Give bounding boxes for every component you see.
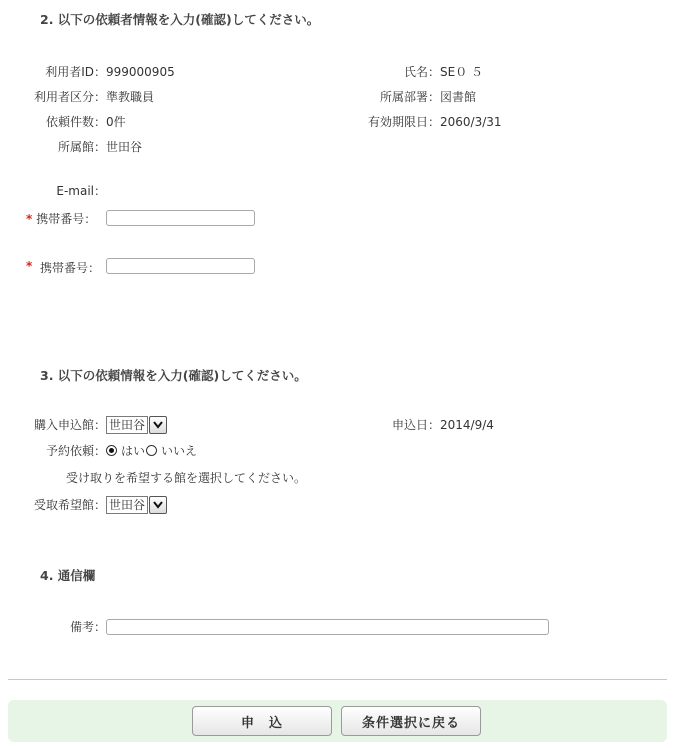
user-category-label: 利用者区分： xyxy=(33,90,106,104)
purchase-library-label: 購入申込館： xyxy=(33,418,106,432)
mobile-number-input[interactable] xyxy=(106,210,255,226)
email-label: E-mail： xyxy=(56,184,106,198)
footer-divider xyxy=(8,679,667,680)
mobile-row-clipped xyxy=(24,258,264,274)
expiry-date-label: 有効期限日： xyxy=(367,115,440,129)
mobile-label-row xyxy=(26,211,96,227)
back-to-search-button[interactable]: 条件選択に戻る xyxy=(341,706,481,736)
user-category-value: 準教職員 xyxy=(106,90,155,104)
reserve-label: 予約依頼： xyxy=(45,444,106,458)
name-value: SE０ ５ xyxy=(440,65,484,79)
request-count-label: 依頼件数： xyxy=(45,115,106,129)
pickup-note: 受け取りを希望する館を選択してください。 xyxy=(66,471,307,485)
mobile-label: 携帯番号： xyxy=(36,212,97,226)
pickup-library-value[interactable]: 世田谷 xyxy=(106,496,148,514)
footer-bar xyxy=(8,700,667,742)
pickup-library-select[interactable] xyxy=(106,496,167,514)
department-value: 図書館 xyxy=(440,90,477,104)
purchase-library-select[interactable] xyxy=(106,416,167,434)
user-id-value: 999000905 xyxy=(106,65,175,79)
apply-date-value: 2014/9/4 xyxy=(440,418,494,432)
apply-date-label: 申込日： xyxy=(391,418,440,432)
submit-button[interactable]: 申 込 xyxy=(192,706,332,736)
pickup-library-label: 受取希望館： xyxy=(33,498,106,512)
reserve-yes-radio[interactable] xyxy=(106,445,117,456)
home-library-value: 世田谷 xyxy=(106,140,143,154)
required-mark-2: * xyxy=(26,259,33,273)
reserve-radio-group xyxy=(106,443,197,459)
reserve-yes-label[interactable]: はい xyxy=(121,444,146,458)
reserve-no-radio[interactable] xyxy=(146,445,157,456)
chevron-down-icon[interactable] xyxy=(149,416,167,434)
mobile-label-2: 携帯番号： xyxy=(40,261,101,274)
section2-heading: 2. 以下の依頼者情報を入力(確認)してください。 xyxy=(40,12,320,27)
expiry-date-value: 2060/3/31 xyxy=(440,115,502,129)
chevron-down-icon[interactable] xyxy=(149,496,167,514)
purchase-library-value[interactable]: 世田谷 xyxy=(106,416,148,434)
remarks-input[interactable] xyxy=(106,619,549,635)
required-mark: * xyxy=(26,212,33,226)
name-label: 氏名： xyxy=(403,65,440,79)
user-id-label: 利用者ID： xyxy=(45,65,106,79)
home-library-label: 所属館： xyxy=(57,140,106,154)
request-count-value: 0件 xyxy=(106,115,126,129)
reserve-no-label[interactable]: いいえ xyxy=(161,444,198,458)
section3-heading: 3. 以下の依頼情報を入力(確認)してください。 xyxy=(40,368,307,383)
mobile-number-input-2[interactable] xyxy=(106,258,255,274)
department-label: 所属部署： xyxy=(379,90,440,104)
section4-heading: 4. 通信欄 xyxy=(40,568,96,583)
remarks-label: 備考： xyxy=(69,620,106,634)
